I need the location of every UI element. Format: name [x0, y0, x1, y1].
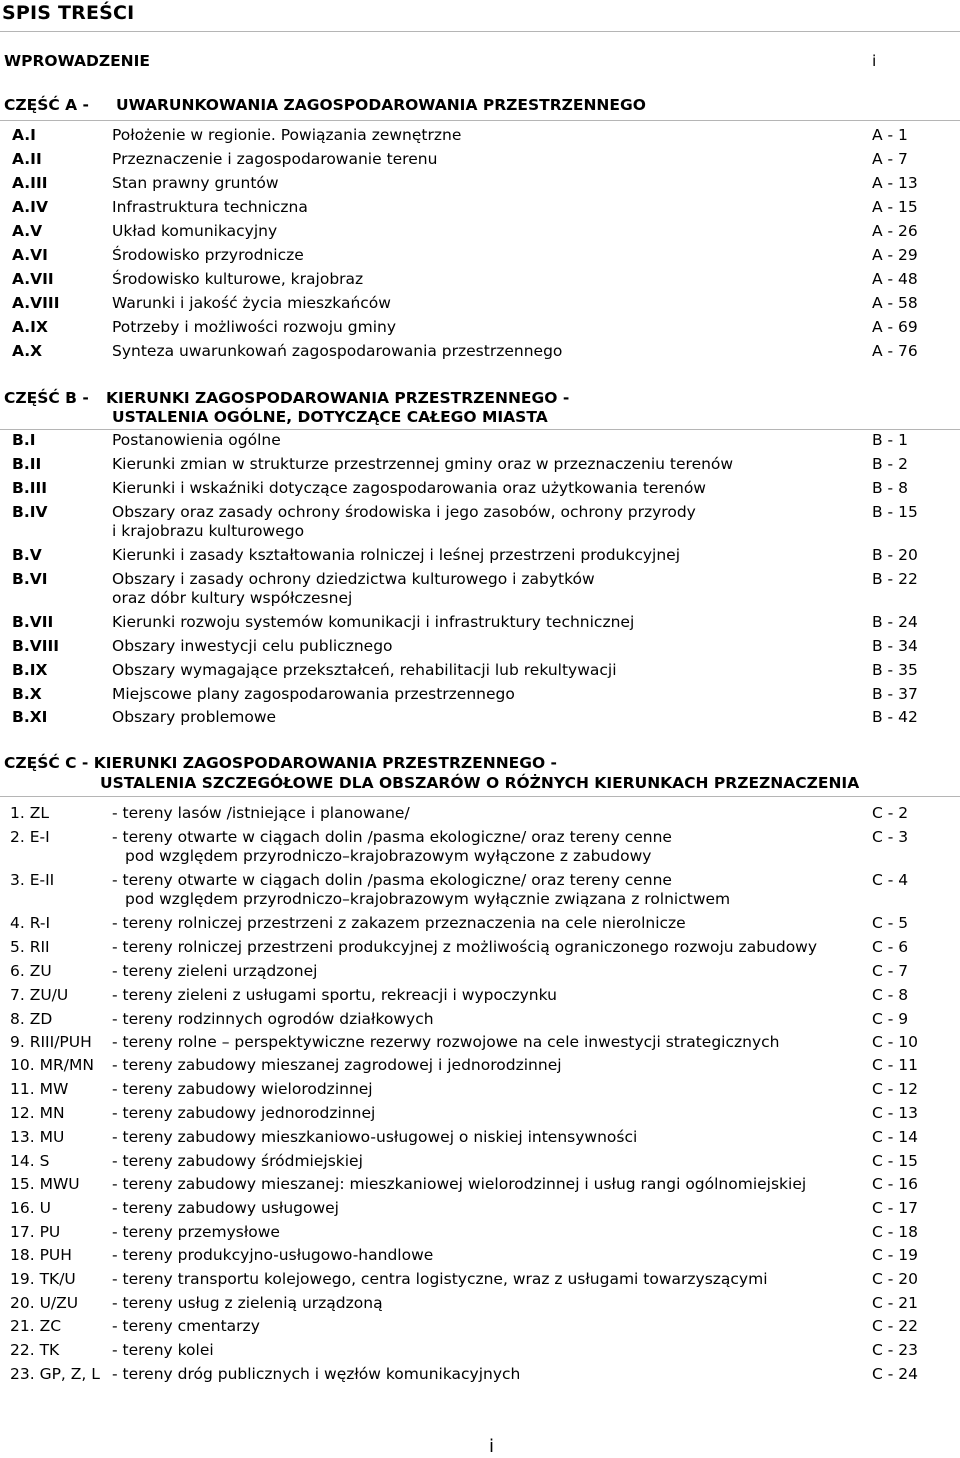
toc-text: Środowisko kulturowe, krajobraz [112, 270, 364, 288]
toc-code: A.VI [12, 246, 48, 264]
toc-text: Układ komunikacyjny [112, 222, 278, 240]
toc-text-continued: i krajobrazu kulturowego [112, 522, 305, 540]
toc-code: B.X [12, 685, 42, 703]
toc-code: B.VII [12, 613, 54, 631]
toc-text: Kierunki rozwoju systemów komunikacji i infrastruktury technicznej [112, 613, 635, 631]
toc-page: C - 4 [872, 871, 909, 889]
toc-text: - tereny zabudowy usługowej [112, 1199, 339, 1217]
toc-code: 23. GP, Z, L [10, 1365, 100, 1383]
toc-text-continued: pod względem przyrodniczo–krajobrazowym wyłącznie związana z rolnictwem [125, 890, 731, 908]
toc-code: A.IX [12, 318, 48, 336]
toc-page: A - 69 [872, 318, 918, 336]
toc-text: Położenie w regionie. Powiązania zewnętrzne [112, 126, 462, 144]
toc-page: A - 48 [872, 270, 918, 288]
toc-page: C - 23 [872, 1341, 918, 1359]
toc-text: - tereny transportu kolejowego, centra logistyczne, wraz z usługami towarzyszącymi [112, 1270, 768, 1288]
toc-page: C - 12 [872, 1080, 918, 1098]
toc-text: - tereny dróg publicznych i węzłów komunikacyjnych [112, 1365, 521, 1383]
toc-page: C - 9 [872, 1010, 909, 1028]
toc-text: Kierunki i wskaźniki dotyczące zagospodarowania oraz użytkowania terenów [112, 479, 706, 497]
toc-code: B.III [12, 479, 48, 497]
toc-code: 4. R-I [10, 914, 51, 932]
toc-code: 17. PU [10, 1223, 61, 1241]
intro-label: WPROWADZENIE [4, 52, 150, 70]
toc-page: B - 35 [872, 661, 918, 679]
toc-text: Synteza uwarunkowań zagospodarowania przestrzennego [112, 342, 563, 360]
toc-text: Miejscowe plany zagospodarowania przestrzennego [112, 685, 515, 703]
part-b-title-line2: USTALENIA OGÓLNE, DOTYCZĄCE CAŁEGO MIASTA [112, 408, 548, 426]
toc-page: C - 13 [872, 1104, 918, 1122]
toc-code: A.X [12, 342, 43, 360]
toc-text: Infrastruktura techniczna [112, 198, 308, 216]
toc-code: A.I [12, 126, 36, 144]
toc-code: B.V [12, 546, 42, 564]
toc-page: C - 6 [872, 938, 909, 956]
toc-page: B - 22 [872, 570, 918, 588]
toc-code: B.IV [12, 503, 48, 521]
toc-page: C - 22 [872, 1317, 918, 1335]
toc-page: B - 2 [872, 455, 908, 473]
part-c-title-line2: USTALENIA SZCZEGÓŁOWE DLA OBSZARÓW O RÓŻNYCH KIERUNKACH PRZEZNACZENIA [100, 774, 860, 792]
part-c-rule [0, 796, 960, 797]
toc-page: A - 29 [872, 246, 918, 264]
toc-page: C - 19 [872, 1246, 918, 1264]
toc-page: C - 5 [872, 914, 909, 932]
toc-text: Środowisko przyrodnicze [112, 246, 304, 264]
toc-text: - tereny przemysłowe [112, 1223, 280, 1241]
toc-text: Obszary oraz zasady ochrony środowiska i jego zasobów, ochrony przyrody [112, 503, 696, 521]
part-a-title: UWARUNKOWANIA ZAGOSPODAROWANIA PRZESTRZENNEGO [116, 96, 646, 114]
part-b-prefix: CZĘŚĆ B - [4, 389, 89, 407]
toc-page: B - 8 [872, 479, 908, 497]
toc-text: Obszary wymagające przekształceń, rehabilitacji lub rekultywacji [112, 661, 617, 679]
toc-page: C - 8 [872, 986, 909, 1004]
toc-page: B - 24 [872, 613, 918, 631]
toc-code: 20. U/ZU [10, 1294, 79, 1312]
toc-text: - tereny rolne – perspektywiczne rezerwy rozwojowe na cele inwestycji strategicznych [112, 1033, 780, 1051]
toc-text: - tereny usług z zielenią urządzoną [112, 1294, 383, 1312]
toc-page: A - 76 [872, 342, 918, 360]
toc-code: 18. PUH [10, 1246, 72, 1264]
toc-page: C - 10 [872, 1033, 918, 1051]
toc-text: Potrzeby i możliwości rozwoju gminy [112, 318, 397, 336]
toc-text: - tereny otwarte w ciągach dolin /pasma ekologiczne/ oraz tereny cenne [112, 828, 672, 846]
toc-page: A - 58 [872, 294, 918, 312]
toc-code: A.VIII [12, 294, 60, 312]
toc-text: - tereny zieleni z usługami sportu, rekreacji i wypoczynku [112, 986, 557, 1004]
toc-code: 11. MW [10, 1080, 69, 1098]
toc-code: A.IV [12, 198, 48, 216]
toc-page: C - 7 [872, 962, 909, 980]
toc-code: A.III [12, 174, 48, 192]
toc-page: C - 18 [872, 1223, 918, 1241]
toc-page: C - 3 [872, 828, 909, 846]
toc-code: 5. RII [10, 938, 50, 956]
toc-text: Kierunki zmian w strukturze przestrzennej gminy oraz w przeznaczeniu terenów [112, 455, 734, 473]
part-c-title-line1: CZĘŚĆ C - KIERUNKI ZAGOSPODAROWANIA PRZESTRZENNEGO - [4, 754, 557, 772]
toc-code: 14. S [10, 1152, 50, 1170]
toc-text: - tereny rolniczej przestrzeni z zakazem przeznaczenia na cele nierolnicze [112, 914, 686, 932]
toc-page: B - 34 [872, 637, 918, 655]
intro-page: i [872, 52, 877, 70]
toc-page: C - 15 [872, 1152, 918, 1170]
toc-text: - tereny lasów /istniejące i planowane/ [112, 804, 410, 822]
toc-page: C - 2 [872, 804, 909, 822]
toc-page: B - 37 [872, 685, 918, 703]
toc-page: B - 42 [872, 708, 918, 726]
toc-text: - tereny zabudowy mieszanej: mieszkaniowej wielorodzinnej i usług rangi ogólnomiejskiej [112, 1175, 807, 1193]
part-b-rule [0, 429, 960, 430]
toc-page: C - 14 [872, 1128, 918, 1146]
toc-text: - tereny zabudowy śródmiejskiej [112, 1152, 363, 1170]
toc-text: - tereny cmentarzy [112, 1317, 260, 1335]
toc-code: 1. ZL [10, 804, 49, 822]
toc-text: - tereny zabudowy mieszkaniowo-usługowej o niskiej intensywności [112, 1128, 638, 1146]
toc-code: B.XI [12, 708, 48, 726]
toc-text: - tereny otwarte w ciągach dolin /pasma ekologiczne/ oraz tereny cenne [112, 871, 672, 889]
toc-text: Obszary i zasady ochrony dziedzictwa kulturowego i zabytków [112, 570, 595, 588]
toc-text: - tereny rolniczej przestrzeni produkcyjnej z możliwością ograniczonego rozwoju zabudowy [112, 938, 818, 956]
toc-code: A.V [12, 222, 43, 240]
toc-page: C - 17 [872, 1199, 918, 1217]
toc-text: - tereny zieleni urządzonej [112, 962, 318, 980]
title-rule [0, 31, 960, 32]
toc-code: B.VI [12, 570, 48, 588]
toc-page: C - 16 [872, 1175, 918, 1193]
toc-page: A - 15 [872, 198, 918, 216]
toc-code: B.II [12, 455, 42, 473]
toc-page: A - 7 [872, 150, 908, 168]
toc-text: - tereny rodzinnych ogrodów działkowych [112, 1010, 434, 1028]
toc-code: A.II [12, 150, 42, 168]
toc-text: - tereny zabudowy wielorodzinnej [112, 1080, 373, 1098]
toc-code: 21. ZC [10, 1317, 62, 1335]
toc-page: A - 13 [872, 174, 918, 192]
toc-page: B - 1 [872, 431, 908, 449]
toc-code: 19. TK/U [10, 1270, 76, 1288]
toc-page: A - 26 [872, 222, 918, 240]
toc-code: 16. U [10, 1199, 51, 1217]
toc-text: Obszary problemowe [112, 708, 277, 726]
toc-code: B.IX [12, 661, 48, 679]
footer-page-number: i [489, 1436, 495, 1457]
toc-text: Postanowienia ogólne [112, 431, 281, 449]
toc-page: C - 21 [872, 1294, 918, 1312]
toc-text: - tereny kolei [112, 1341, 214, 1359]
toc-text-continued: pod względem przyrodniczo–krajobrazowym wyłączone z zabudowy [125, 847, 652, 865]
toc-page: B - 15 [872, 503, 918, 521]
toc-text: Przeznaczenie i zagospodarowanie terenu [112, 150, 438, 168]
toc-code: 10. MR/MN [10, 1056, 94, 1074]
toc-code: 6. ZU [10, 962, 52, 980]
toc-page: C - 24 [872, 1365, 918, 1383]
toc-code: 9. RIII/PUH [10, 1033, 92, 1051]
toc-code: 12. MN [10, 1104, 65, 1122]
toc-code: 3. E-II [10, 871, 55, 889]
toc-text: Obszary inwestycji celu publicznego [112, 637, 393, 655]
toc-code: B.VIII [12, 637, 59, 655]
toc-code: A.VII [12, 270, 54, 288]
toc-text: - tereny zabudowy mieszanej zagrodowej i jednorodzinnej [112, 1056, 562, 1074]
toc-code: 15. MWU [10, 1175, 80, 1193]
toc-text: Stan prawny gruntów [112, 174, 279, 192]
toc-code: 22. TK [10, 1341, 60, 1359]
toc-text: Kierunki i zasady kształtowania rolniczej i leśnej przestrzeni produkcyjnej [112, 546, 680, 564]
part-b-title-line1: KIERUNKI ZAGOSPODAROWANIA PRZESTRZENNEGO - [106, 389, 570, 407]
toc-code: 13. MU [10, 1128, 65, 1146]
toc-page: A - 1 [872, 126, 908, 144]
toc-code: 2. E-I [10, 828, 50, 846]
toc-code: B.I [12, 431, 36, 449]
toc-text-continued: oraz dóbr kultury współczesnej [112, 589, 353, 607]
toc-text: - tereny zabudowy jednorodzinnej [112, 1104, 376, 1122]
toc-code: 7. ZU/U [10, 986, 69, 1004]
toc-text: Warunki i jakość życia mieszkańców [112, 294, 391, 312]
toc-text: - tereny produkcyjno-usługowo-handlowe [112, 1246, 434, 1264]
toc-page: C - 11 [872, 1056, 918, 1074]
toc-page: C - 20 [872, 1270, 918, 1288]
part-a-rule [0, 120, 960, 121]
toc-code: 8. ZD [10, 1010, 53, 1028]
page-title: SPIS TREŚCI [2, 2, 135, 24]
part-a-prefix: CZĘŚĆ A - [4, 96, 89, 114]
toc-page: B - 20 [872, 546, 918, 564]
